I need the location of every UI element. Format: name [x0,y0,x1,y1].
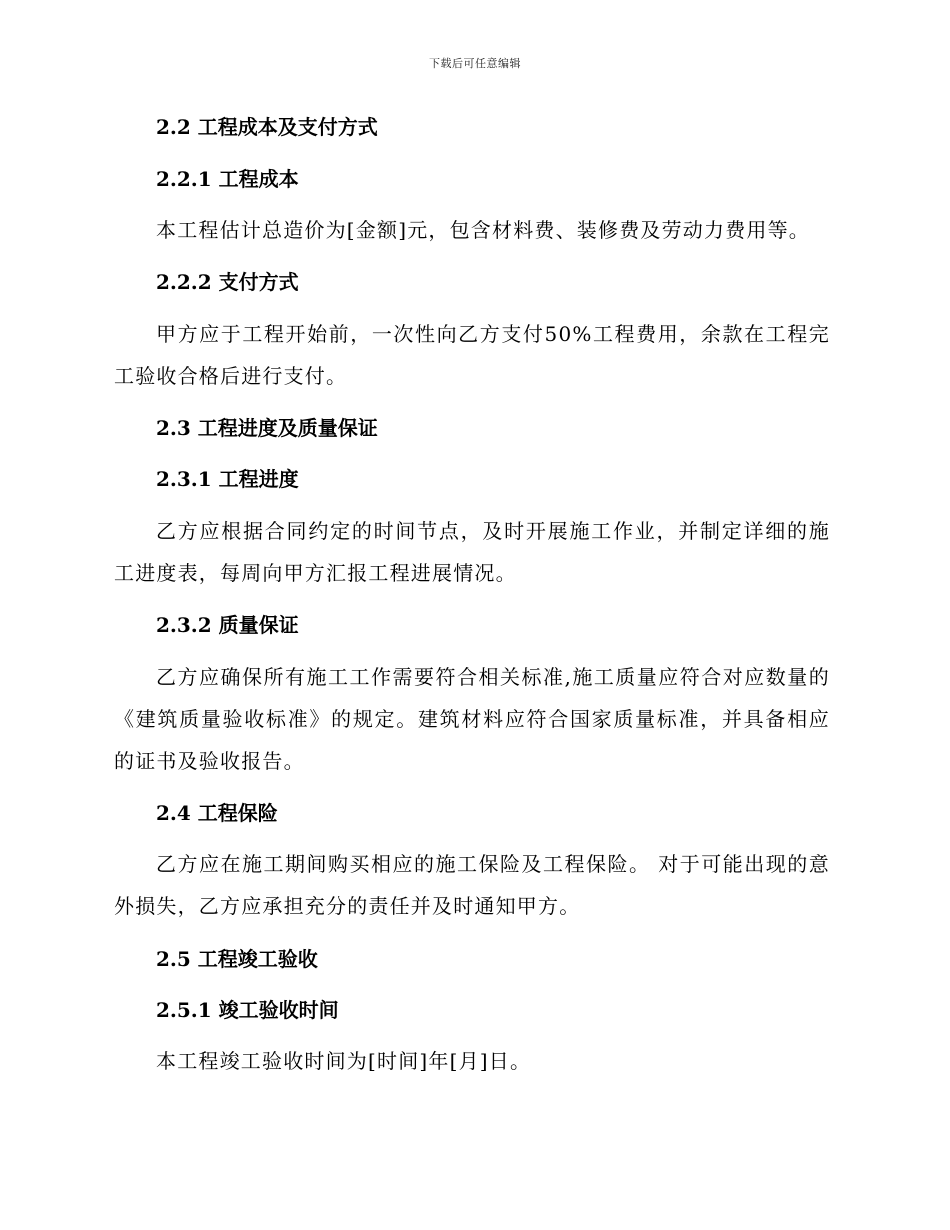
heading-2-2-1: 2.2.1 工程成本 [156,167,299,191]
paragraph-insurance: 乙方应在施工期间购买相应的施工保险及工程保险。 对于可能出现的意外损失，乙方应承担充分的责任并及时通知甲方。 [114,852,830,918]
paragraph-payment: 甲方应于工程开始前，一次性向乙方支付50%工程费用，余款在工程完工验收合格后进行支付。 [114,322,830,388]
heading-2-4: 2.4 工程保险 [156,801,278,825]
heading-2-5: 2.5 工程竣工验收 [156,947,318,971]
paragraph-acceptance: 本工程竣工验收时间为[时间]年[月]日。 [156,1049,532,1073]
heading-2-3-2: 2.3.2 质量保证 [156,613,299,637]
heading-2-3: 2.3 工程进度及质量保证 [156,416,378,440]
paragraph-schedule: 乙方应根据合同约定的时间节点，及时开展施工作业，并制定详细的施工进度表，每周向甲方汇报工程进展情况。 [114,519,830,585]
heading-2-2-2: 2.2.2 支付方式 [156,270,299,294]
page-header: 下载后可任意编辑 [429,57,521,70]
heading-2-5-1: 2.5.1 竣工验收时间 [156,998,339,1022]
paragraph-quality: 乙方应确保所有施工工作需要符合相关标准,施工质量应符合对应数量的《建筑质量验收标准》的规定。建筑材料应符合国家质量标准，并具备相应的证书及验收报告。 [114,665,830,773]
heading-2-2: 2.2 工程成本及支付方式 [156,115,378,139]
heading-2-3-1: 2.3.1 工程进度 [156,467,299,491]
paragraph-cost: 本工程估计总造价为[金额]元，包含材料费、装修费及劳动力费用等。 [156,218,811,242]
